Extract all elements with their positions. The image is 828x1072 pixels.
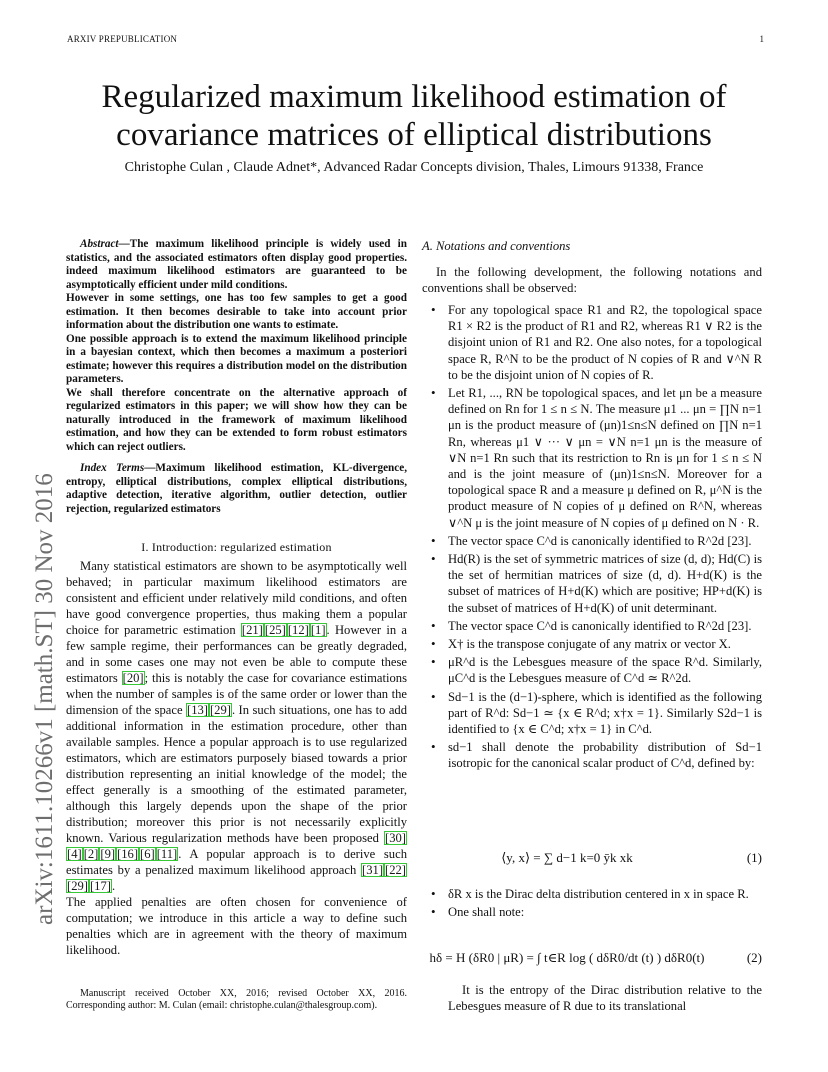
trailing-paragraph: It is the entropy of the Dirac distribution relative to the Lebesgues measure of R due to its translational — [448, 983, 762, 1013]
citation-group-2 — [122, 671, 145, 685]
subsection-heading: A. Notations and conventions — [422, 239, 571, 253]
citation-link[interactable]: [9] — [100, 847, 116, 861]
notation-item: • The vector space C^d is canonically identified to R^2d [23]. — [422, 533, 762, 549]
citation-link[interactable]: [22] — [385, 863, 406, 877]
equation-2-body: hδ = H (δR0 | μR) = ∫ t∈R log ( dδR0/dt (t) ) dδR0(t) — [429, 950, 705, 965]
introduction-body — [66, 558, 407, 958]
abstract-lead: Abstract — [80, 238, 119, 250]
citation-link[interactable]: [25] — [264, 623, 286, 637]
section-heading: I. Introduction: regularized estimation — [141, 540, 332, 554]
citation-link[interactable]: [16] — [117, 847, 139, 861]
intro-paragraph-1 — [66, 558, 407, 894]
intro-paragraph-2: The applied penalties are often chosen for convenience of computation; we introduce in this article a way to define such penalties which are in agreement with the theory of maximum likelihood. — [66, 895, 407, 957]
equation-2-number: (2) — [746, 950, 762, 965]
title-line-2: covariance matrices of elliptical distributions — [116, 117, 712, 153]
equation-1-number: (1) — [746, 850, 762, 865]
notation-item: • sd−1 shall denote the probability distribution of Sd−1 isotropic for the canonical scalar product of C^d, defined by: — [422, 739, 762, 771]
citation-link[interactable]: [11] — [156, 847, 178, 861]
intro-text: . In such situations, one has to add additional information in the estimation procedure, other than available samples. Hence a popular approach is to use regularized estimators, which are estimators purposely biased towards a prior distribution representing an initial knowledge of the model; the effect generally is a smoothing of the estimated parameter, although this largely depends upon the shape of the prior distribution; moreover this prior is not necessarily explicitly known. Various regularization methods have been proposed — [66, 703, 407, 845]
intro-text: Many statistical estimators are shown to be asymptotically well behaved; in particular maximum likelihood estimators are consistent and efficient under relatively mild conditions, and often have good convergence properties, thus making them a popular choice for parametric estimation — [66, 559, 407, 637]
index-terms-text: —Maximum likelihood estimation, KL-divergence, entropy, elliptical distributions, complex elliptical distributions, adaptive detection, iterative algorithm, outlier detection, outlier rejection, regularized estimators — [66, 462, 407, 515]
citation-link[interactable]: [12] — [287, 623, 309, 637]
citation-link[interactable]: [30] — [385, 831, 406, 845]
footnote: Manuscript received October XX, 2016; revised October XX, 2016. Corresponding author: M. Culan (email: christophe.culan@thalesgroup.com). — [66, 988, 407, 1011]
notation-list-continued — [422, 886, 762, 922]
citation-link[interactable]: [6] — [140, 847, 155, 861]
notation-item: • μR^d is the Lebesgues measure of the space R^d. Similarly, μC^d is the Lebesgues measure of C^d ≃ R^2d. — [422, 654, 762, 686]
citation-link[interactable]: [21] — [241, 623, 263, 637]
notation-item: • Hd(R) is the set of symmetric matrices of size (d, d); Hd(C) is the set of hermitian matrices of size (d, d). H+d(K) is the subset of matrices of H+d(K) which are positive; HP+d(K) is the subset of matrices of H+d(K) of unit determinant. — [422, 551, 762, 616]
citation-link[interactable]: [4] — [67, 847, 82, 861]
abstract-p4: We shall therefore concentrate on the alternative approach of regularized estimators in this paper; we will show how they can be naturally introduced in the framework of maximum likelihood estimation, and how they can be extended to form robust estimators which can reject outliers. — [66, 386, 407, 453]
paper-title — [60, 78, 768, 154]
notation-item: • One shall note: — [422, 904, 762, 920]
notation-item: • The vector space C^d is canonically identified to R^2d [23]. — [422, 618, 762, 634]
intro-text: ; this is notably the case for covariance estimations when the number of samples is of the same order or lower than the dimension of the space — [66, 671, 407, 717]
notation-item: • δR x is the Dirac delta distribution centered in x in space R. — [422, 886, 762, 902]
notation-item: • For any topological space R1 and R2, the topological space R1 × R2 is the product of R1 and R2, whereas R1 ∨ R2 is the disjoint union of R1 and R2. One also notes, for a topological space R, R^N to be the product of N copies of R and ∨^N R to be the disjoint union of N copies of R. — [422, 302, 762, 383]
abstract — [66, 238, 407, 454]
abstract-p2: However in some settings, one has too few samples to get a good estimation. It then becomes desirable to take into account prior information about the distribution one wants to estimate. — [66, 292, 407, 331]
authors-line: Christophe Culan , Claude Adnet*, Advanced Radar Concepts division, Thales, Limours 91338, France — [124, 160, 704, 175]
citation-link[interactable]: [13] — [187, 703, 208, 717]
arxiv-stamp-text: arXiv:1611.10266v1 [math.ST] 30 Nov 2016 — [31, 473, 58, 925]
arxiv-stamp — [8, 265, 70, 935]
citation-link[interactable]: [1] — [310, 623, 326, 637]
title-line-1: Regularized maximum likelihood estimation of — [101, 79, 727, 115]
index-terms-lead: Index Terms — [80, 462, 145, 474]
notation-item: • Sd−1 is the (d−1)-sphere, which is identified as the following part of R^d: Sd−1 ≃ {x ∈ R^d; x†x = 1}. Similarly S2d−1 is identified to {x ∈ C^d; x†x = 1} in C^d. — [422, 689, 762, 738]
notation-list — [422, 302, 762, 774]
citation-group-3 — [186, 703, 232, 717]
notation-item: • X† is the transpose conjugate of any matrix or vector X. — [422, 636, 762, 652]
index-terms — [66, 462, 407, 516]
intro-text: . However in a few sample regime, their performances can be greatly degraded, and in some cases one may not even be able to compute these estimators — [66, 623, 407, 685]
citation-group-1 — [241, 623, 327, 637]
intro-text: . — [111, 879, 116, 893]
citation-link[interactable]: [17] — [89, 879, 111, 893]
citation-link[interactable]: [31] — [362, 863, 384, 877]
notations-intro: In the following development, the following notations and conventions shall be observed: — [422, 265, 762, 295]
page-number: 1 — [759, 34, 764, 44]
citation-link[interactable]: [20] — [122, 671, 144, 685]
citation-link[interactable]: [29] — [209, 703, 231, 717]
equation-1-body: ⟨y, x⟩ = ∑ d−1 k=0 ȳk xk — [501, 850, 633, 865]
intro-text: . A popular approach is to derive such estimates by a penalized maximum likelihood approach — [66, 847, 407, 877]
citation-link[interactable]: [2] — [83, 847, 99, 861]
citation-link[interactable]: [29] — [67, 879, 88, 893]
abstract-p1: —The maximum likelihood principle is widely used in statistics, and the associated estimators often display good properties. indeed maximum likelihood estimators are guaranteed to be asymptotically efficient under mild conditions. — [66, 238, 407, 291]
running-head: ARXIV PREPUBLICATION — [67, 34, 178, 44]
abstract-p3: One possible approach is to extend the maximum likelihood principle in a bayesian context, which then becomes a maximum a posteriori estimate; however this requires a distribution model on the distribution parameters. — [66, 332, 407, 385]
notation-item: • Let R1, ..., RN be topological spaces, and let μn be a measure defined on Rn for 1 ≤ n ≤ N. The measure μ1 ... μn = ∏N n=1 μn is the product measure of (μn)1≤n≤N defined on ∏N n=1 Rn, whereas μ1 ∨ ··· ∨ μn = ∨N n=1 μn is the measure of ∨N n=1 Rn such that its restriction to Rn is μn for 1 ≤ n ≤ N and is the joint measure of (μn)1≤n≤N. Moreover for a topological space R and a measure μ defined on R, μ^N is the product measure of N copies of μ defined on R^N, whereas ∨^N μ is the joint measure of N copies of μ defined on N · R. — [422, 385, 762, 531]
